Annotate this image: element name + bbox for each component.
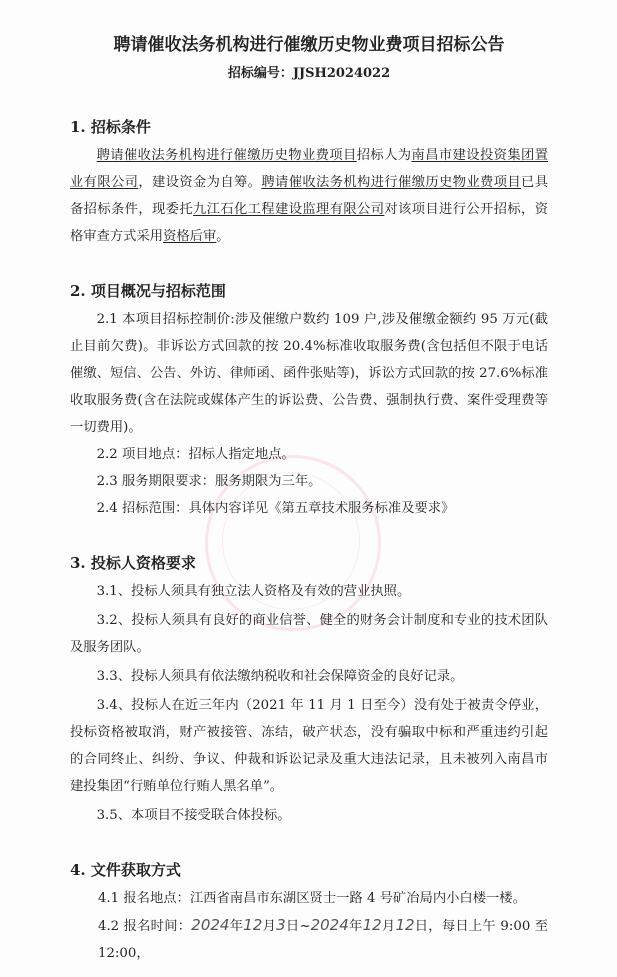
page-title: 聘请催收法务机构进行催缴历史物业费项目招标公告 bbox=[113, 35, 505, 55]
section-3-heading: 3. 投标人资格要求 bbox=[70, 554, 196, 572]
section-2-3: 2.3 服务期限要求：服务期限为三年。 bbox=[96, 474, 322, 489]
tenderer-name: 南昌市建设投资集团置业有限公司 bbox=[70, 148, 549, 190]
section-2-heading: 2. 项目概况与招标范围 bbox=[70, 282, 226, 300]
text: 。 bbox=[216, 229, 230, 244]
handwritten-year-start: 2024 bbox=[191, 916, 230, 934]
section-3-2: 3.2、投标人须具有良好的商业信誉、健全的财务会计制度和专业的技术团队及服务团队。 bbox=[70, 613, 548, 655]
text: ，建设资金为自筹。 bbox=[138, 175, 262, 190]
section-3-3: 3.3、投标人须具有依法缴纳税收和社会保障资金的良好记录。 bbox=[96, 669, 464, 684]
text: 月 bbox=[262, 919, 277, 934]
section-4-heading: 4. 文件获取方式 bbox=[70, 861, 181, 879]
handwritten-month-start: 12 bbox=[243, 916, 263, 934]
section-2-2: 2.2 项目地点：招标人指定地点。 bbox=[96, 447, 295, 462]
text: 月 bbox=[381, 919, 396, 934]
handwritten-month-end: 12 bbox=[362, 916, 382, 934]
section-3-4: 3.4、投标人在近三年内（2021 年 11 月 1 日至今）没有处于被责令停业，投标资格被取消，财产被接管、冻结，破产状态，没有骗取中标和严重违约引起的合同终止、纠纷、争议、仲裁和诉讼记录及重大违法记录，且未被列入南昌市建投集团“行贿单位行贿人黑名单”。 bbox=[70, 698, 548, 794]
project-name: 聘请催收法务机构进行催缴历史物业费项目 bbox=[96, 148, 357, 163]
section-2-1: 2.1 本项目招标控制价:涉及催缴户数约 109 户,涉及催缴金额约 95 万元(截止目前欠费)。非诉讼方式回款的按 20.4%标准收取服务费(含包括但不限于电话催缴、短信、公告、外访、律师函、函件张贴等)，诉讼方式回款的按 27.6%标准收取服务费(含在法院或媒体产生的诉讼费、公告费、强制执行费、案件受理费等一切费用)。 bbox=[70, 312, 548, 435]
project-name: 聘请催收法务机构进行催缴历史物业费项目 bbox=[261, 175, 522, 190]
section-2-4: 2.4 招标范围：具体内容详见《第五章技术服务标准及要求》 bbox=[96, 501, 455, 516]
text: 日，每日上午 9:00 至 12:00， bbox=[98, 919, 549, 961]
section-1-paragraph bbox=[70, 142, 548, 250]
agency-name: 九江石化工程建设监理有限公司 bbox=[193, 202, 385, 217]
text: 年 bbox=[229, 919, 244, 934]
section-1-heading: 1. 招标条件 bbox=[70, 118, 151, 136]
handwritten-year-end: 2024 bbox=[310, 916, 349, 934]
handwritten-day-start: 3 bbox=[276, 916, 286, 934]
section-4-1: 4.1 报名地点：江西省南昌市东湖区贤士一路 4 号矿冶局内小白楼一楼。 bbox=[98, 891, 526, 906]
text: 年 bbox=[348, 919, 363, 934]
text: 已具备招标条件，现委托 bbox=[70, 175, 549, 217]
text: 招标人为 bbox=[356, 148, 412, 163]
bid-number: 招标编号：JJSH2024022 bbox=[227, 66, 391, 81]
text: 日~ bbox=[285, 919, 311, 934]
section-3-1: 3.1、投标人须具有独立法人资格及有效的营业执照。 bbox=[96, 584, 411, 599]
handwritten-day-end: 12 bbox=[395, 916, 415, 934]
text: 4.2 报名时间： bbox=[98, 919, 192, 934]
section-4-2 bbox=[70, 912, 548, 967]
text: 对该项目进行公开招标，资格审查方式采用 bbox=[70, 202, 549, 244]
section-3-5: 3.5、本项目不接受联合体投标。 bbox=[96, 808, 291, 823]
review-method: 资格后审 bbox=[163, 229, 217, 244]
